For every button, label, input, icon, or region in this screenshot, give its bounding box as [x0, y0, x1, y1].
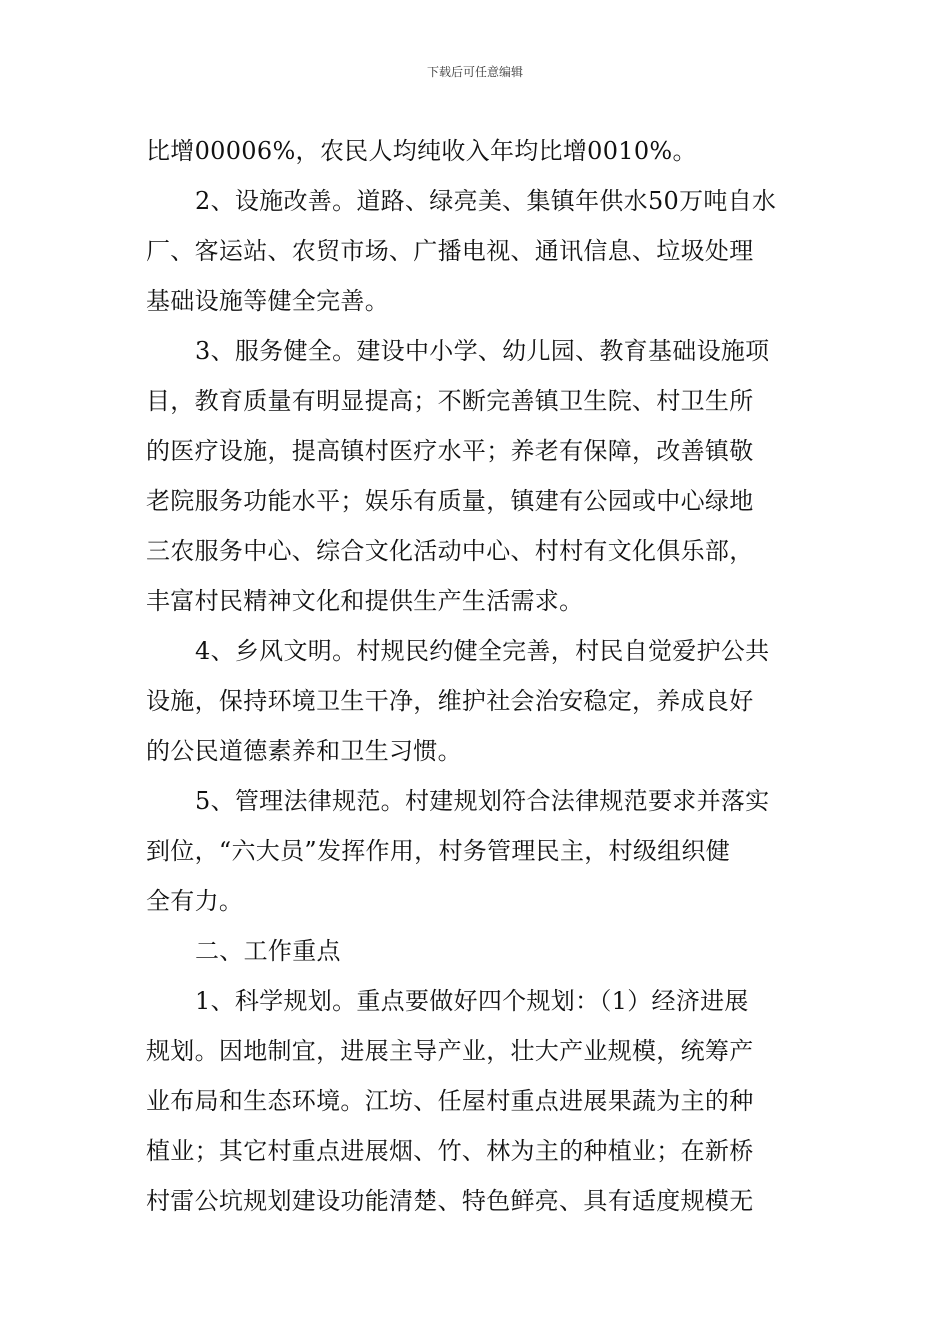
document-body [146, 126, 811, 1226]
text-line: 目，教育质量有明显提高；不断完善镇卫生院、村卫生所 [146, 387, 754, 415]
text-line: 5、管理法律规范。村建规划符合法律规范要求并落实 [195, 787, 770, 815]
text-line: 全有力。 [146, 887, 244, 915]
text-line: 到位，“六大员”发挥作用，村务管理民主，村级组织健 [146, 837, 731, 865]
text-line: 老院服务功能水平；娱乐有质量，镇建有公园或中心绿地 [146, 487, 754, 515]
text-line: 比增00006%，农民人均纯收入年均比增0010%。 [146, 137, 697, 165]
text-line: 3、服务健全。建设中小学、幼儿园、教育基础设施项 [195, 337, 770, 365]
text-line: 基础设施等健全完善。 [146, 287, 389, 315]
text-line: 二、工作重点 [195, 937, 341, 965]
text-line: 4、乡风文明。村规民约健全完善，村民自觉爱护公共 [195, 637, 770, 665]
text-line: 设施，保持环境卫生干净，维护社会治安稳定，养成良好 [146, 687, 754, 715]
text-line: 植业；其它村重点进展烟、竹、林为主的种植业；在新桥 [146, 1137, 754, 1165]
text-line: 的医疗设施，提高镇村医疗水平；养老有保障，改善镇敬 [146, 437, 754, 465]
text-line: 2、设施改善。道路、绿亮美、集镇年供水50万吨自水 [195, 187, 777, 215]
text-line: 丰富村民精神文化和提供生产生活需求。 [146, 587, 584, 615]
text-line: 三农服务中心、综合文化活动中心、村村有文化俱乐部， [146, 537, 754, 565]
text-line: 的公民道德素养和卫生习惯。 [146, 737, 462, 765]
text-line: 规划。因地制宜，进展主导产业，壮大产业规模，统筹产 [146, 1037, 754, 1065]
text-line: 村雷公坑规划建设功能清楚、特色鲜亮、具有适度规模无 [146, 1187, 754, 1215]
text-line: 厂、客运站、农贸市场、广播电视、通讯信息、垃圾处理 [146, 237, 754, 265]
text-line: 业布局和生态环境。江坊、任屋村重点进展果蔬为主的种 [146, 1087, 754, 1115]
page-header: 下载后可任意编辑 [426, 65, 523, 79]
text-line: 1、科学规划。重点要做好四个规划：（1）经济进展 [195, 987, 749, 1015]
